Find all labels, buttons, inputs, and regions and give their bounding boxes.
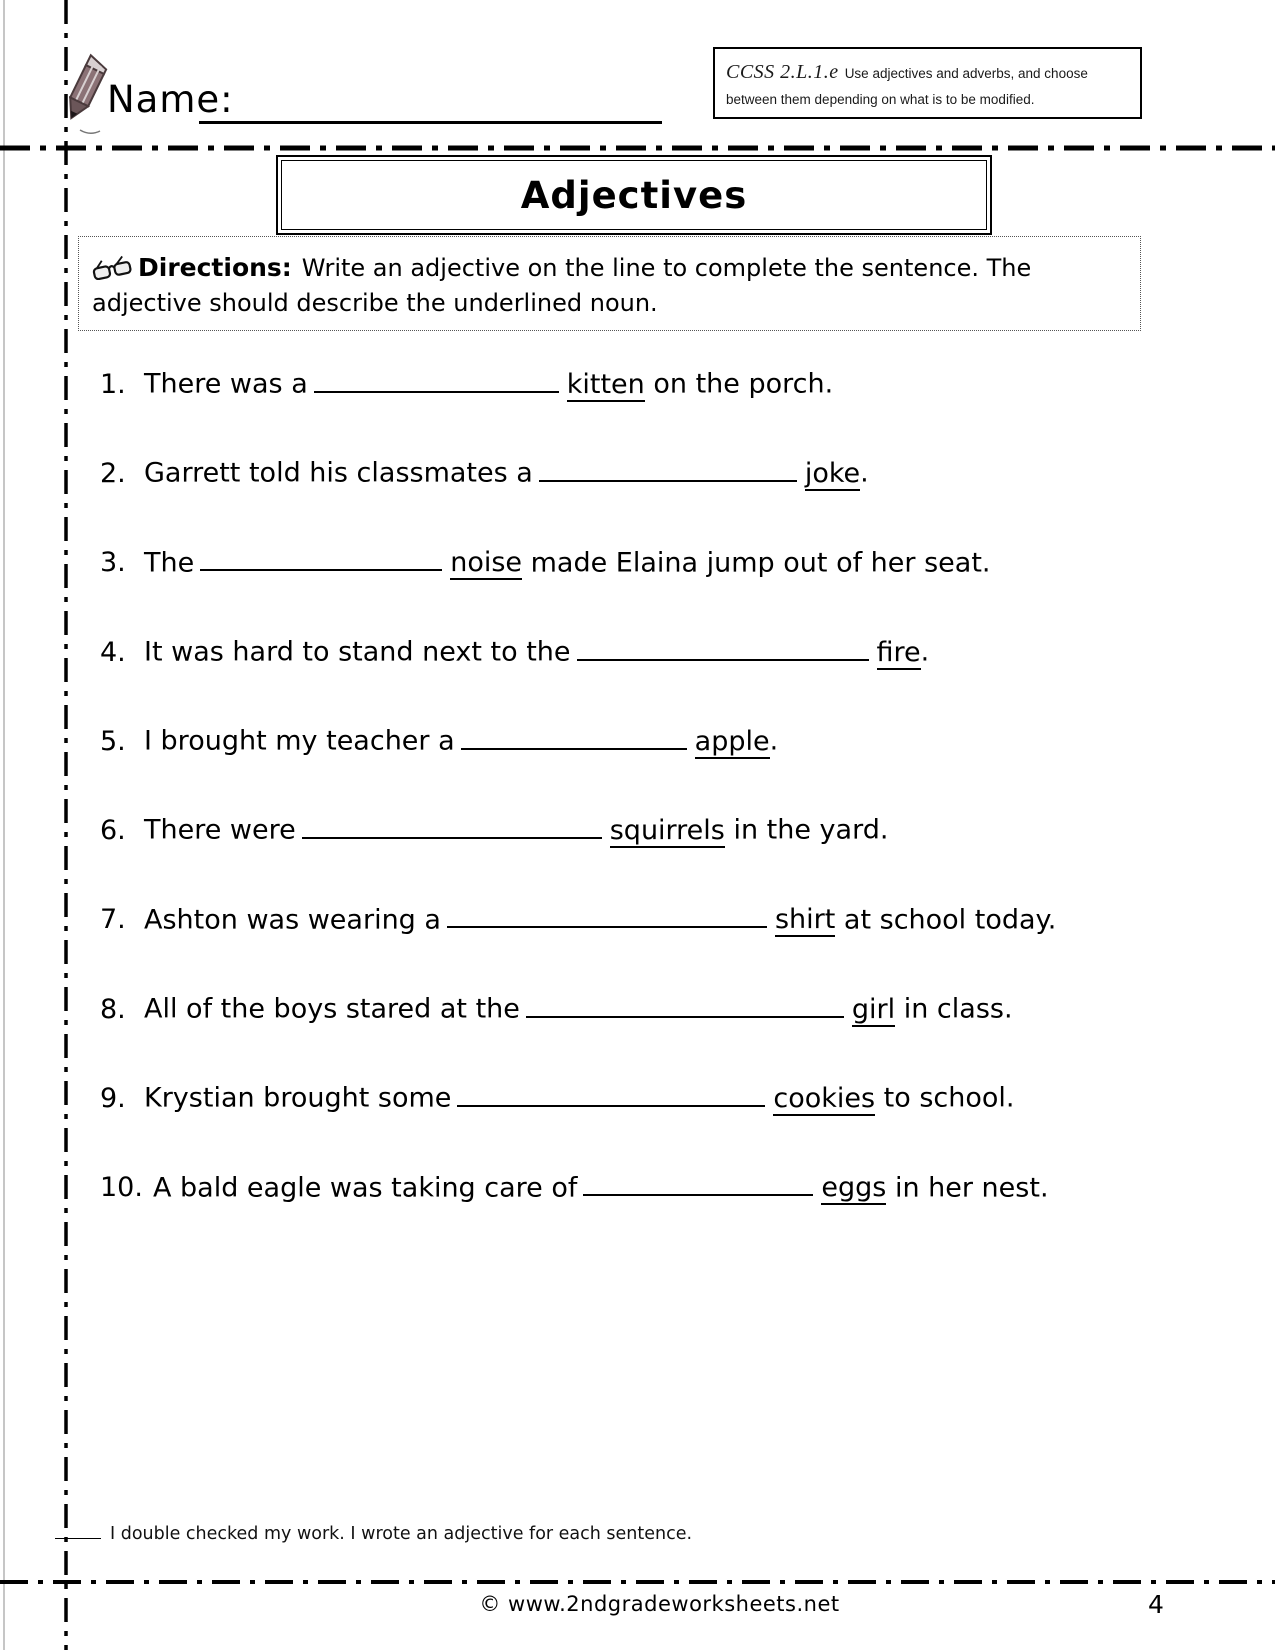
sentence-post-text: to school. xyxy=(875,1083,1015,1115)
sentence-pre-text: There was a xyxy=(144,368,308,400)
underlined-noun: fire xyxy=(876,636,921,668)
sentence-number: 10. xyxy=(100,1172,143,1204)
sentence-number: 9. xyxy=(100,1083,126,1115)
sentence-post-text: in class. xyxy=(895,993,1013,1025)
sentence-number: 3. xyxy=(100,547,126,579)
sentence-row xyxy=(100,365,1200,454)
sentence-list xyxy=(100,365,1200,1258)
sentence-pre-text: A bald eagle was taking care of xyxy=(152,1172,578,1204)
sentence-row xyxy=(100,722,1200,811)
sentence-pre-text: Garrett told his classmates a xyxy=(144,457,533,489)
sentence-row xyxy=(100,1079,1200,1168)
underlined-noun: cookies xyxy=(773,1083,876,1115)
title-box xyxy=(276,155,992,235)
self-check-row xyxy=(55,1522,692,1544)
sentence-post-text: . xyxy=(920,636,930,668)
directions-text: Write an adjective on the line to complete the sentence. The adjective should describe the underlined noun. xyxy=(92,254,1032,317)
sentence-pre-text: All of the boys stared at the xyxy=(144,993,520,1025)
underlined-noun: joke xyxy=(804,457,861,489)
sentence-number: 1. xyxy=(100,368,126,400)
underlined-noun: girl xyxy=(851,993,896,1025)
underlined-noun: kitten xyxy=(566,368,645,400)
sentence-number: 6. xyxy=(100,815,126,847)
sentence-post-text: . xyxy=(860,457,869,489)
underlined-noun: apple xyxy=(694,725,770,757)
adjective-blank-line[interactable] xyxy=(577,633,869,661)
underlined-noun: noise xyxy=(450,547,523,579)
sentence-row xyxy=(100,544,1200,633)
page-title: Adjectives xyxy=(520,173,748,217)
adjective-blank-line[interactable] xyxy=(457,1079,765,1107)
name-fill-in-line[interactable] xyxy=(199,121,662,124)
glasses-icon xyxy=(92,254,132,280)
page-number: 4 xyxy=(1148,1590,1164,1619)
adjective-blank-line[interactable] xyxy=(461,722,687,750)
name-label: Name: xyxy=(107,78,234,121)
ccss-code: CCSS 2.L.1.e xyxy=(726,61,839,83)
sentence-pre-text: Ashton was wearing a xyxy=(144,904,441,936)
adjective-blank-line[interactable] xyxy=(583,1169,813,1197)
self-check-blank[interactable] xyxy=(55,1522,101,1539)
title-box-inner-border xyxy=(281,160,987,230)
footer-copyright: © www.2ndgradeworksheets.net xyxy=(479,1592,840,1616)
sentence-row xyxy=(100,901,1200,990)
adjective-blank-line[interactable] xyxy=(526,990,844,1018)
directions-box xyxy=(78,236,1141,331)
sentence-post-text: in the yard. xyxy=(724,815,889,847)
adjective-blank-line[interactable] xyxy=(314,365,559,393)
underlined-noun: squirrels xyxy=(609,815,725,847)
sentence-post-text: at school today. xyxy=(835,904,1057,936)
sentence-number: 7. xyxy=(100,904,126,936)
ccss-standard-box xyxy=(713,47,1142,119)
sentence-post-text: . xyxy=(769,725,779,757)
sentence-row xyxy=(100,1169,1200,1258)
sentence-pre-text: The xyxy=(144,547,195,579)
sentence-pre-text: I brought my teacher a xyxy=(144,725,455,757)
sentence-pre-text: It was hard to stand next to the xyxy=(144,636,571,668)
sentence-row xyxy=(100,811,1200,900)
sentence-row xyxy=(100,454,1200,543)
sentence-number: 5. xyxy=(100,725,126,757)
underlined-noun: eggs xyxy=(821,1172,887,1204)
scan-edge-line xyxy=(3,0,5,1650)
sentence-post-text: in her nest. xyxy=(886,1172,1049,1204)
pencil-icon xyxy=(58,48,110,136)
adjective-blank-line[interactable] xyxy=(200,544,442,572)
sentence-number: 2. xyxy=(100,457,126,489)
sentence-pre-text: Krystian brought some xyxy=(144,1083,452,1115)
underlined-noun: shirt xyxy=(774,904,836,936)
ccss-description: Use adjectives and adverbs, and choose between them depending on what is to be modified. xyxy=(726,66,1088,107)
sentence-number: 8. xyxy=(100,993,126,1025)
directions-label: Directions: xyxy=(138,253,292,282)
sentence-post-text: on the porch. xyxy=(644,368,834,400)
adjective-blank-line[interactable] xyxy=(539,454,797,482)
sentence-row xyxy=(100,990,1200,1079)
adjective-blank-line[interactable] xyxy=(302,811,602,839)
self-check-text: I double checked my work. I wrote an adjective for each sentence. xyxy=(110,1523,693,1544)
sentence-number: 4. xyxy=(100,636,126,668)
adjective-blank-line[interactable] xyxy=(447,901,767,929)
sentence-pre-text: There were xyxy=(144,815,296,847)
sentence-row xyxy=(100,633,1200,722)
sentence-post-text: made Elaina jump out of her seat. xyxy=(522,547,991,579)
